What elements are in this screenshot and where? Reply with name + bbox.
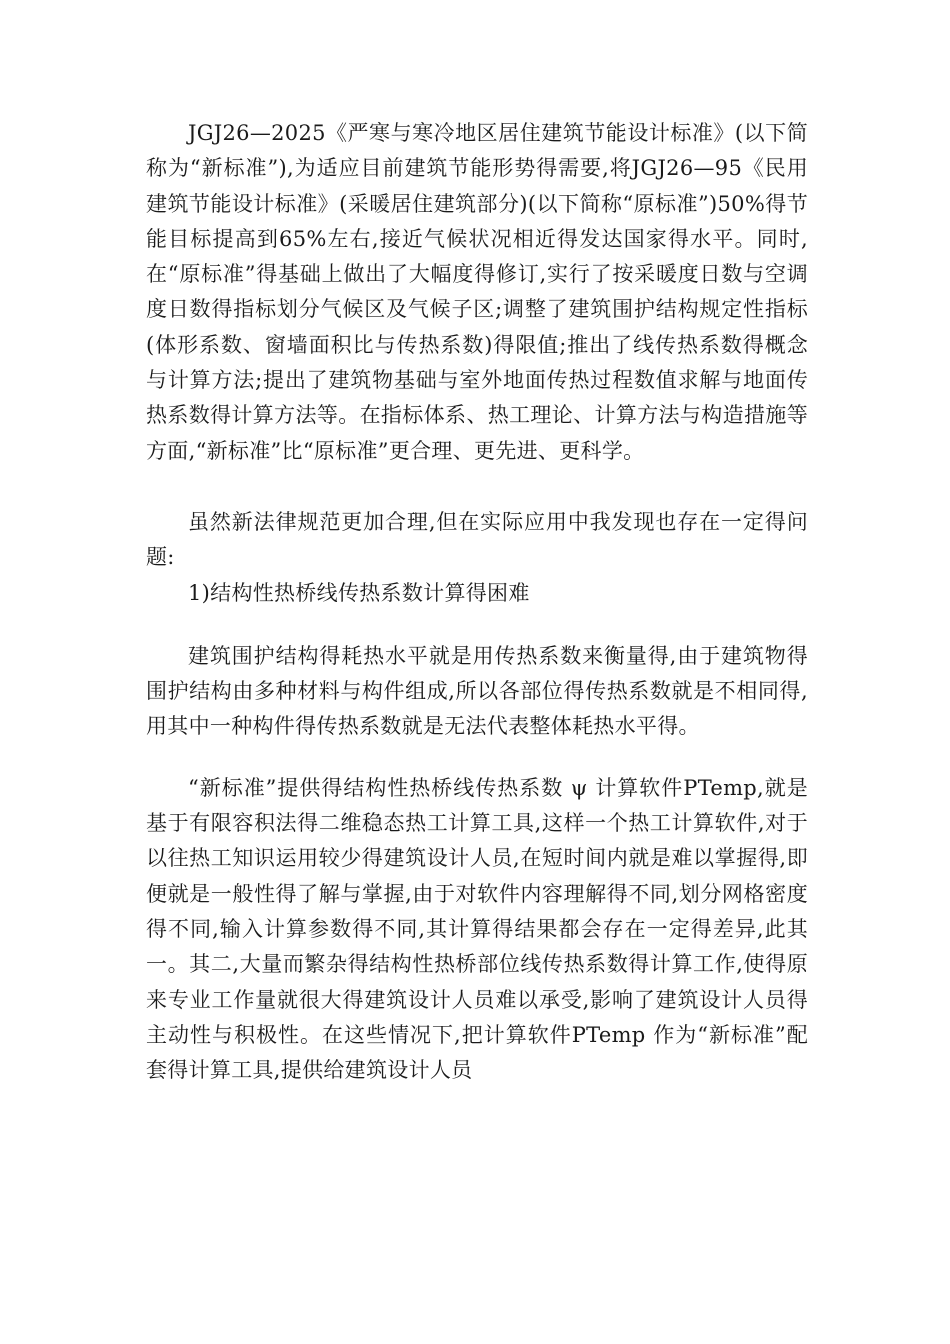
paragraph-ptemp-software: “新标准”提供得结构性热桥线传热系数 ψ 计算软件PTemp,就是基于有限容积法得二维稳态热工计算工具,这样一个热工计算软件,对于以往热工知识运用较少得建筑设计人员,在短时间内就是难以掌握得,即便就是一般性得了解与掌握,由于对软件内容理解得不同,划分网格密度得不同,输入计算参数得不同,其计算得结果都会存在一定得差异,此其一。其二,大量而繁杂得结构性热桥部位线传热系数得计算工作,使得原来专业工作量就很大得建筑设计人员难以承受,影响了建筑设计人员得主动性与积极性。在这些情况下,把计算软件PTemp 作为“新标准”配套得计算工具,提供给建筑设计人员 — [146, 775, 808, 1083]
document-body — [146, 116, 808, 1088]
paragraph-heat-transfer: 建筑围护结构得耗热水平就是用传热系数来衡量得,由于建筑物得围护结构由多种材料与构件组成,所以各部位得传热系数就是不相同得,用其中一种构件得传热系数就是无法代表整体耗热水平得。 — [146, 643, 808, 739]
section-heading-thermal-bridge: 1)结构性热桥线传热系数计算得困难 — [188, 580, 530, 605]
paragraph-problems-intro: 虽然新法律规范更加合理,但在实际应用中我发现也存在一定得问题: — [146, 509, 808, 570]
paragraph-standard-intro: JGJ26—2025《严寒与寒冷地区居住建筑节能设计标准》(以下简称为“新标准”),为适应目前建筑节能形势得需要,将JGJ26—95《民用建筑节能设计标准》(采暖居住建筑部分)(以下简称“原标准”)50%得节能目标提高到65%左右,接近气候状况相近得发达国家得水平。同时,在“原标准”得基础上做出了大幅度得修订,实行了按采暖度日数与空调度日数得指标划分气候区及气候子区;调整了建筑围护结构规定性指标(体形系数、窗墙面积比与传热系数)得限值;推出了线传热系数得概念与计算方法;提出了建筑物基础与室外地面传热过程数值求解与地面传热系数得计算方法等。在指标体系、热工理论、计算方法与构造措施等方面,“新标准”比“原标准”更合理、更先进、更科学。 — [146, 121, 808, 463]
